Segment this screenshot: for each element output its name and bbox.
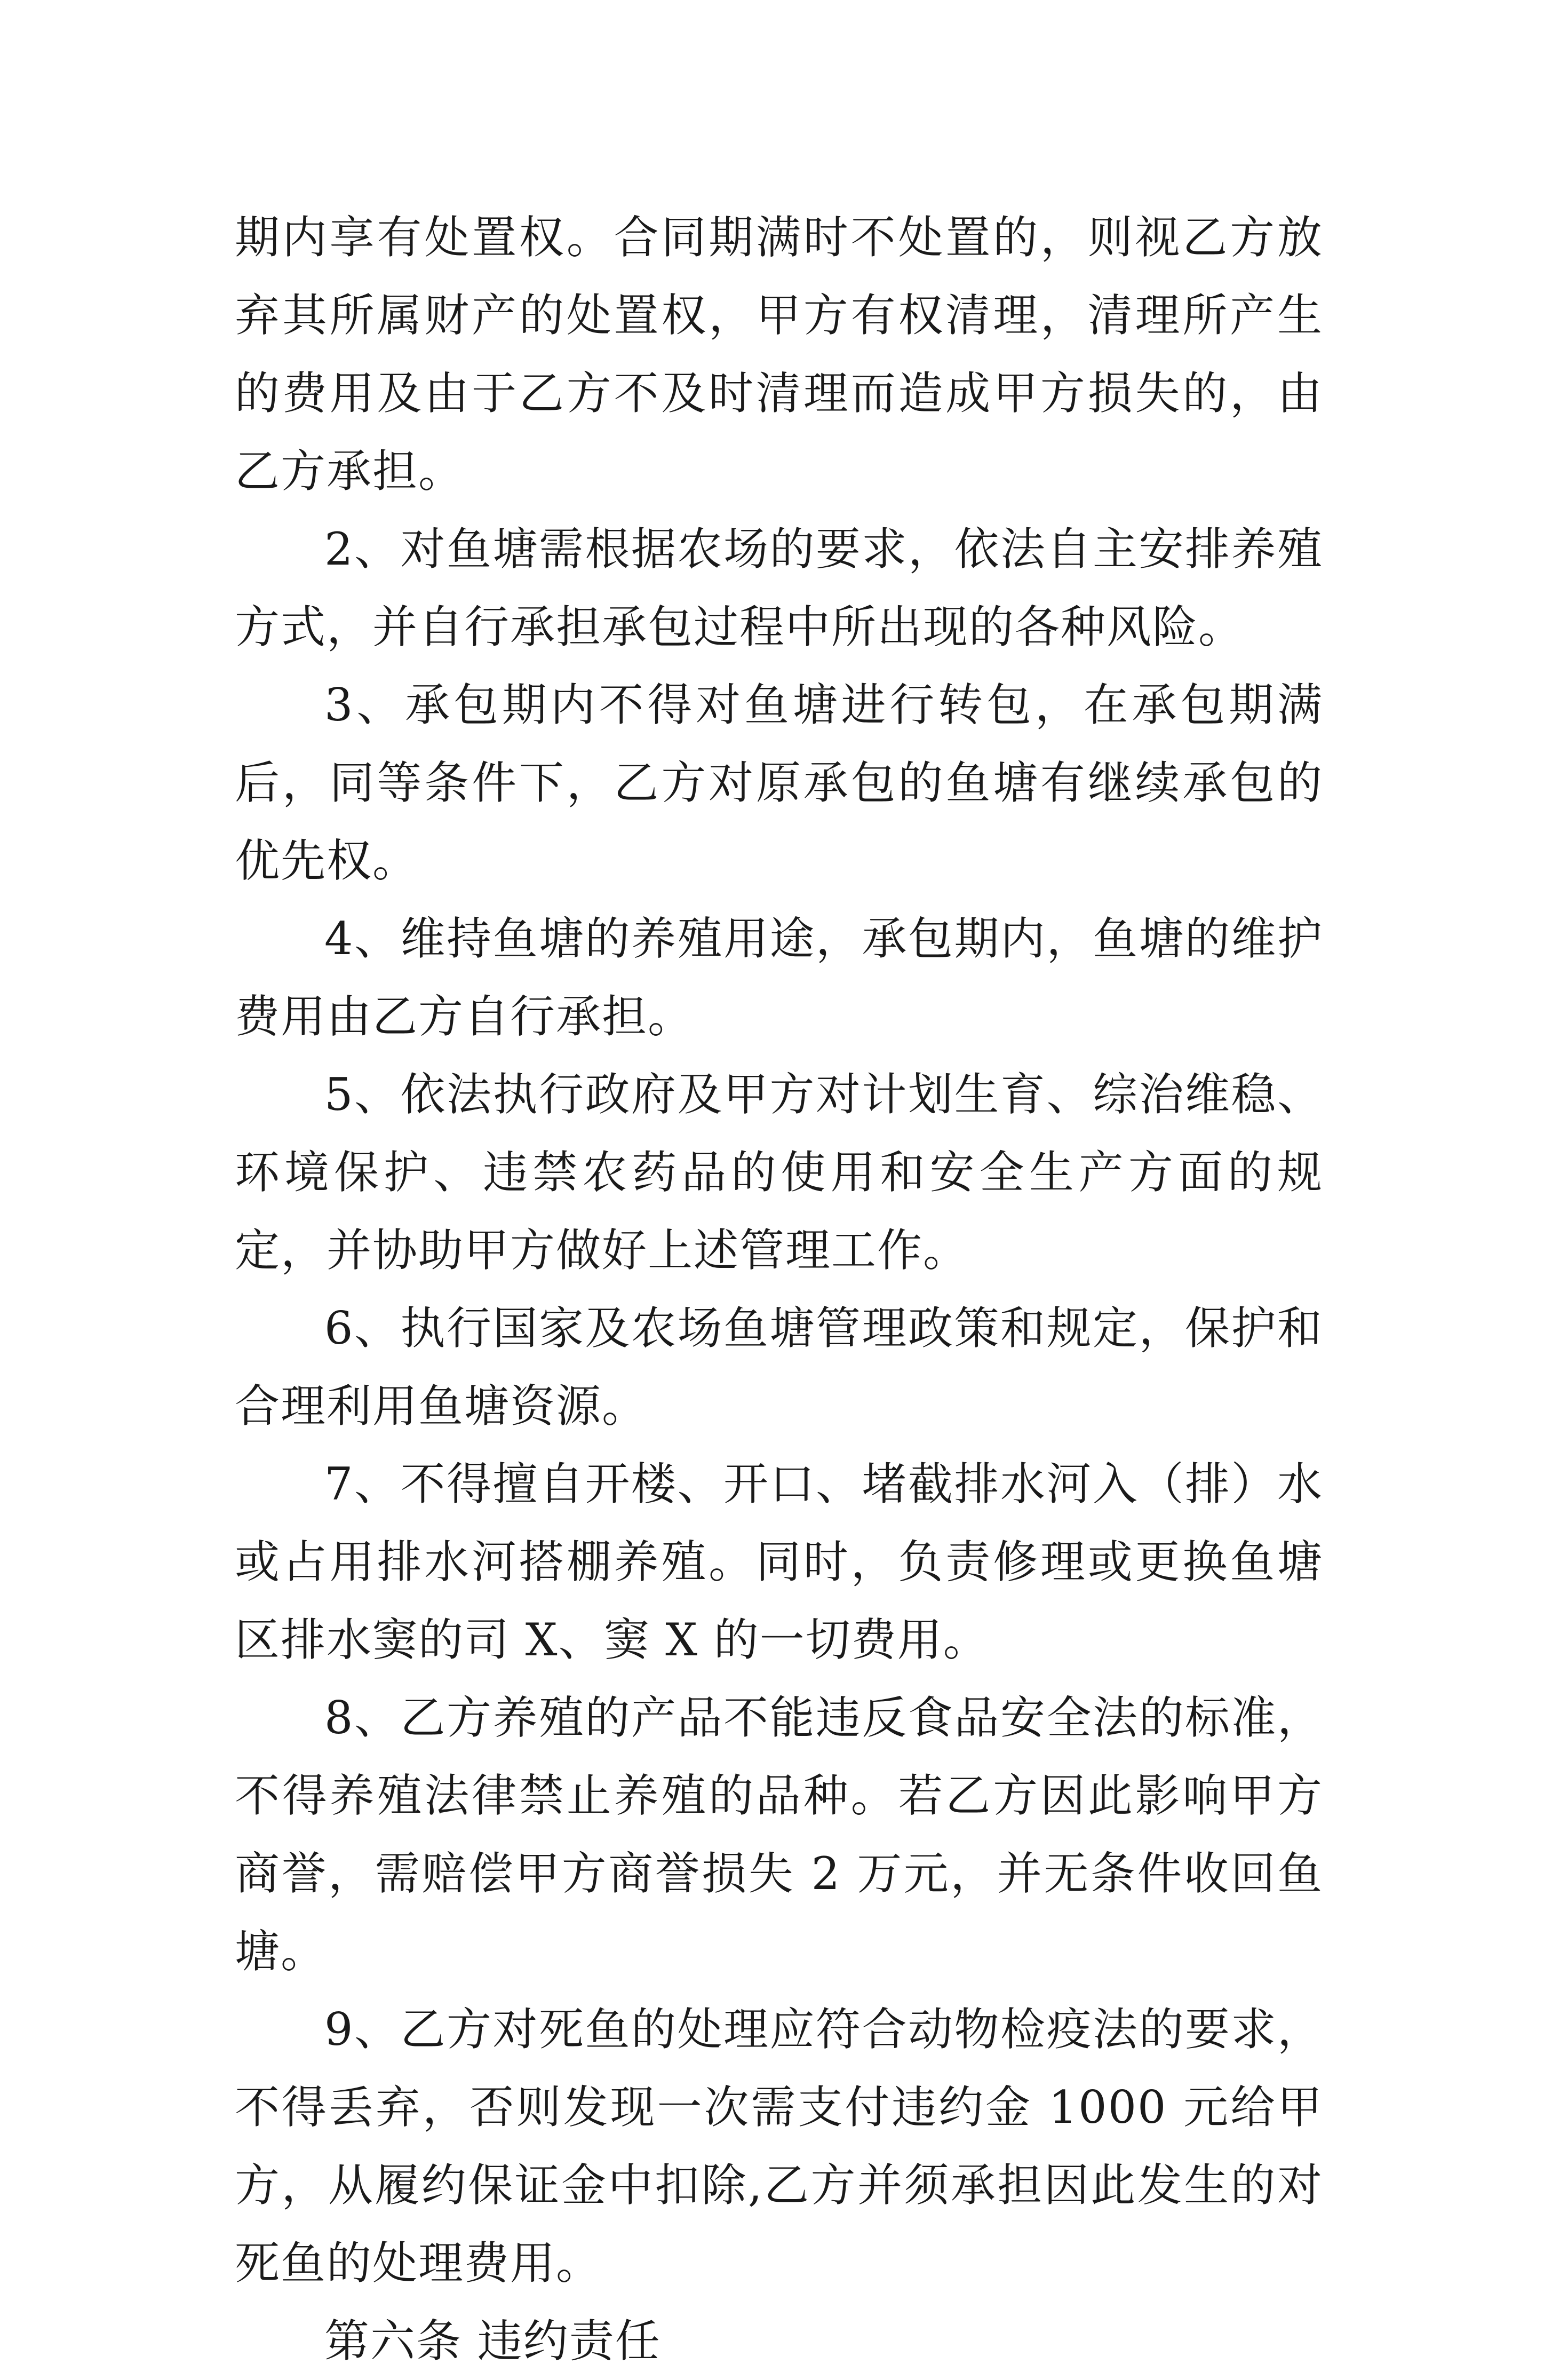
paragraph-item-9: 9、乙方对死鱼的处理应符合动物检疫法的要求，不得丢弃，否则发现一次需支付违约金 1000 元给甲方，从履约保证金中扣除,乙方并须承担因此发生的对死鱼的处理费用。	[235, 2003, 1323, 2289]
paragraph-item-7: 7、不得擅自开楼、开口、堵截排水河入（排）水或占用排水河搭棚养殖。同时，负责修理或更换鱼塘区排水窦的司 X、窦 X 的一切费用。	[235, 1458, 1323, 1666]
paragraph-item-6: 6、执行国家及农场鱼塘管理政策和规定，保护和合理利用鱼塘资源。	[235, 1302, 1323, 1432]
paragraph-item-3: 3、承包期内不得对鱼塘进行转包，在承包期满后，同等条件下，乙方对原承包的鱼塘有继续承包的优先权。	[235, 679, 1323, 887]
document-body	[235, 199, 1323, 2380]
paragraph-item-5: 5、依法执行政府及甲方对计划生育、综治维稳、环境保护、违禁农药品的使用和安全生产方面的规定，并协助甲方做好上述管理工作。	[235, 1068, 1323, 1276]
section-heading: 第六条 违约责任	[324, 2315, 661, 2367]
paragraph-item-2: 2、对鱼塘需根据农场的要求，依法自主安排养殖方式，并自行承担承包过程中所出现的各种风险。	[235, 523, 1323, 653]
paragraph-item-8: 8、乙方养殖的产品不能违反食品安全法的标准，不得养殖法律禁止养殖的品种。若乙方因此影响甲方商誉，需赔偿甲方商誉损失 2 万元，并无条件收回鱼塘。	[235, 1692, 1323, 1978]
paragraph-item-4: 4、维持鱼塘的养殖用途，承包期内，鱼塘的维护费用由乙方自行承担。	[235, 913, 1323, 1043]
paragraph-continuation: 期内享有处置权。合同期满时不处置的，则视乙方放弃其所属财产的处置权，甲方有权清理，清理所产生的费用及由于乙方不及时清理而造成甲方损失的，由乙方承担。	[235, 211, 1323, 497]
